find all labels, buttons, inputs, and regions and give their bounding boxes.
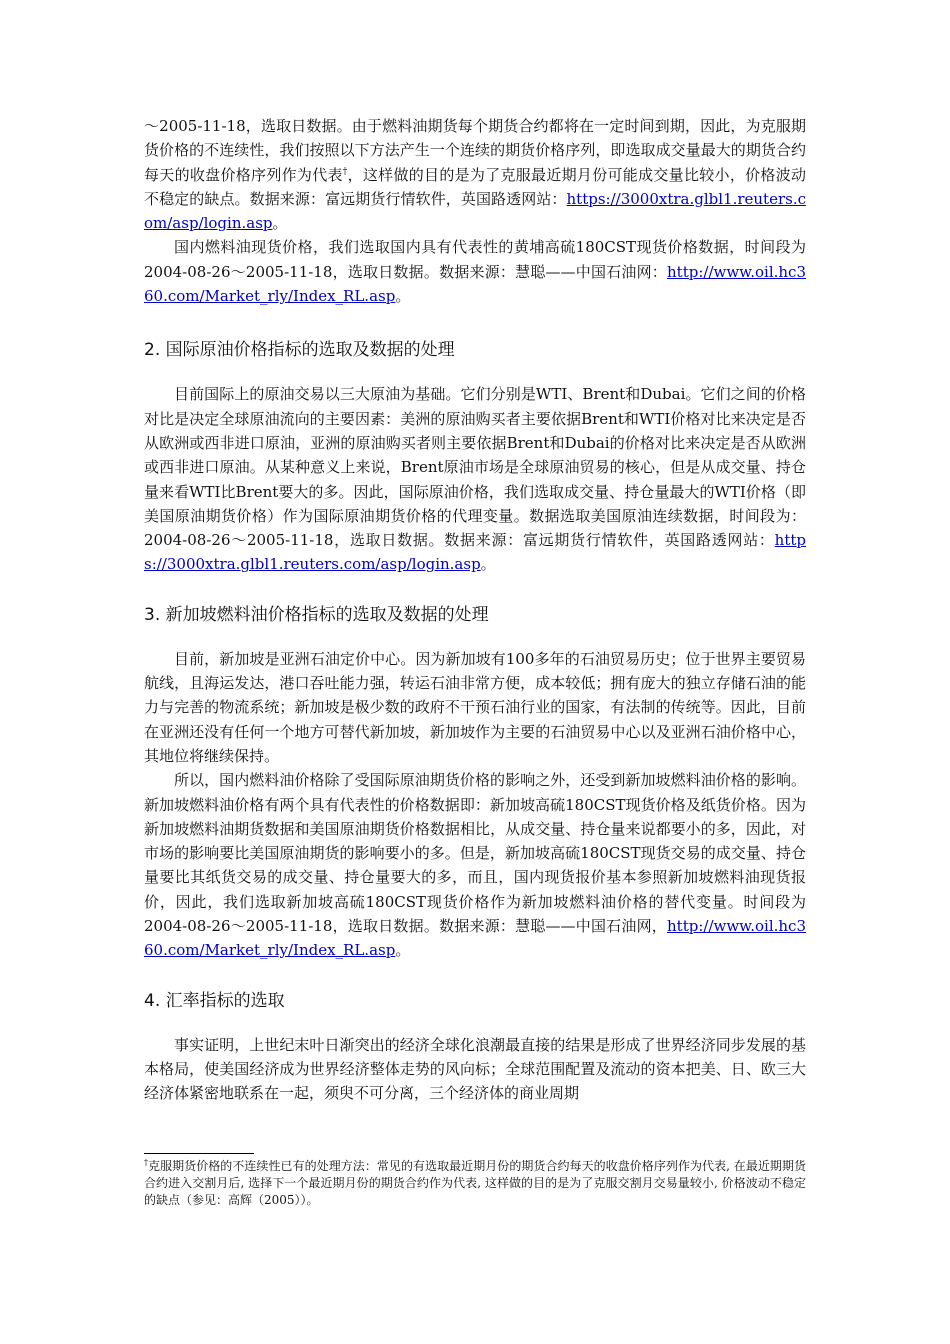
footnote-mark: † <box>144 1158 149 1167</box>
paragraph-exchange-rate: 事实证明，上世纪末叶日渐突出的经济全球化浪潮最直接的结果是形成了世界经济同步发展的基本格局，使美国经济成为世界经济整体走势的风向标；全球范围配置及流动的资本把美、日、欧三大经济体紧密地联系在一起，须臾不可分离，三个经济体的商业周期 <box>144 1035 806 1103</box>
footnote <box>144 1158 806 1209</box>
footnote-separator <box>144 1153 254 1154</box>
hc360-link[interactable]: http://www.oil.hc360.com/Market_rly/Index_RL.asp <box>144 917 806 960</box>
paragraph-text: 国内燃料油现货价格，我们选取国内具有代表性的黄埔高硫180CST现货价格数据，时间段为2004-08-26～2005-11-18，选取日数据。数据来源：慧聪——中国石油网： <box>144 238 806 281</box>
paragraph-text: 目前国际上的原油交易以三大原油为基础。它们分别是WTI、Brent和Dubai。它们之间的价格对比是决定全球原油流向的主要因素：美洲的原油购买者主要依据Brent和WTI价格对比来决定是否从欧洲或西非进口原油，亚洲的原油购买者则主要依据Brent和Dubai的价格对比来决定是否从欧洲或西非进口原油。从某种意义上来说，Brent原油市场是全球原油贸易的核心，但是从成交量、持仓量来看WTI比Brent要大的多。因此，国际原油价格，我们选取成交量、持仓量最大的WTI价格（即美国原油期货价格）作为国际原油期货价格的代理变量。数据选取美国原油连续数据，时间段为：2004-08-26～2005-11-18，选取日数据。数据来源：富远期货行情软件，英国路透网站： <box>144 385 806 550</box>
paragraph-text: ，这样做的目的是为了克服最近期月份可能成交量比较小，价格波动不稳定的缺点。数据来源：富远期货行情软件，英国路透网站： <box>144 165 806 208</box>
hc360-link[interactable]: http://www.oil.hc360.com/Market_rly/Index_RL.asp <box>144 262 806 306</box>
paragraph-singapore-price: 所以，国内燃料油价格除了受国际原油期货价格的影响之外，还受到新加坡燃料油价格的影响。新加坡燃料油价格有两个具有代表性的价格数据即：新加坡高硫180CST现货价格及纸货价格。因为新加坡燃料油期货数据和美国原油期货价格数据相比，从成交量、持仓量来说都要小的多，因此，对市场的影响要比美国原油期货的影响要小的多。但是，新加坡高硫180CST现货交易的成交量、持仓量要比其纸货交易的成交量、持仓量要大的多，而且，国内现货报价基本参照新加坡燃料油现货报价，因此，我们选取新加坡高硫180CST现货价格作为新加坡燃料油价格的替代变量。时间段为2004-08-26～2005-11-18，选取日数据。数据来源：慧聪——中国石油网，http://www.oil.hc360.com/Market_rly/Index_RL.asp。 <box>144 771 806 960</box>
paragraph-spot-price: 国内燃料油现货价格，我们选取国内具有代表性的黄埔高硫180CST现货价格数据，时间段为2004-08-26～2005-11-18，选取日数据。数据来源：慧聪——中国石油网：http://www.oil.hc360.com/Market_rly/Index_RL.asp。 <box>144 238 806 306</box>
paragraph-crude-oil: 目前国际上的原油交易以三大原油为基础。它们分别是WTI、Brent和Dubai。它们之间的价格对比是决定全球原油流向的主要因素：美洲的原油购买者主要依据Brent和WTI价格对比来决定是否从欧洲或西非进口原油，亚洲的原油购买者则主要依据Brent和Dubai的价格对比来决定是否从欧洲或西非进口原油。从某种意义上来说，Brent原油市场是全球原油贸易的核心，但是从成交量、持仓量来看WTI比Brent要大的多。因此，国际原油价格，我们选取成交量、持仓量最大的WTI价格（即美国原油期货价格）作为国际原油期货价格的代理变量。数据选取美国原油连续数据，时间段为：2004-08-26～2005-11-18，选取日数据。数据来源：富远期货行情软件，英国路透网站：https://3000xtra.glbl1.reuters.com/asp/login.asp。 <box>144 385 806 574</box>
footnote-reference[interactable]: † <box>342 166 348 177</box>
section-heading-crude-oil: 2. 国际原油价格指标的选取及数据的处理 <box>144 340 455 361</box>
footnote-text: 克服期货价格的不连续性已有的处理方法：常见的有选取最近期月份的期货合约每天的收盘价格序列作为代表, 在最近期期货合约进入交割月后, 选择下一个最近期月份的期货合约作为代表, 这样做的目的是为了克服交割月交易量较小, 价格波动不稳定的缺点（参见：高辉（2005））。 <box>144 1159 806 1207</box>
reuters-link[interactable]: https://3000xtra.glbl1.reuters.com/asp/login.asp <box>144 531 806 574</box>
paragraph-singapore-center: 目前，新加坡是亚洲石油定价中心。因为新加坡有100多年的石油贸易历史；位于世界主要贸易航线，且海运发达，港口吞吐能力强，转运石油非常方便，成本较低；拥有庞大的独立存储石油的能力与完善的物流系统；新加坡是极少数的政府不干预石油行业的国家，有法制的传统等。因此，目前在亚洲还没有任何一个地方可替代新加坡，新加坡作为主要的石油贸易中心以及亚洲石油价格中心，其地位将继续保持。 <box>144 649 806 765</box>
section-heading-singapore: 3. 新加坡燃料油价格指标的选取及数据的处理 <box>144 604 489 625</box>
reuters-link[interactable]: https://3000xtra.glbl1.reuters.com/asp/login.asp <box>144 189 806 233</box>
section-heading-exchange-rate: 4. 汇率指标的选取 <box>144 990 285 1011</box>
document-body <box>144 114 806 1106</box>
paragraph-text: ～2005-11-18，选取日数据。由于燃料油期货每个期货合约都将在一定时间到期，因此，为克服期货价格的不连续性，我们按照以下方法产生一个连续的期货价格序列，即选取成交量最大的期货合约每天的收盘价格序列作为代表 <box>144 117 806 184</box>
paragraph-text: 所以，国内燃料油价格除了受国际原油期货价格的影响之外，还受到新加坡燃料油价格的影响。新加坡燃料油价格有两个具有代表性的价格数据即：新加坡高硫180CST现货价格及纸货价格。因为新加坡燃料油期货数据和美国原油期货价格数据相比，从成交量、持仓量来说都要小的多，因此，对市场的影响要比美国原油期货的影响要小的多。但是，新加坡高硫180CST现货交易的成交量、持仓量要比其纸货交易的成交量、持仓量要大的多，而且，国内现货报价基本参照新加坡燃料油现货报价，因此，我们选取新加坡高硫180CST现货价格作为新加坡燃料油价格的替代变量。时间段为2004-08-26～2005-11-18，选取日数据。数据来源：慧聪——中国石油网， <box>144 771 806 936</box>
paragraph-futures-data: ～2005-11-18，选取日数据。由于燃料油期货每个期货合约都将在一定时间到期，因此，为克服期货价格的不连续性，我们按照以下方法产生一个连续的期货价格序列，即选取成交量最大的期货合约每天的收盘价格序列作为代表†，这样做的目的是为了克服最近期月份可能成交量比较小，价格波动不稳定的缺点。数据来源：富远期货行情软件，英国路透网站：https://3000xtra.glbl1.reuters.com/asp/login.asp。 <box>144 117 806 233</box>
